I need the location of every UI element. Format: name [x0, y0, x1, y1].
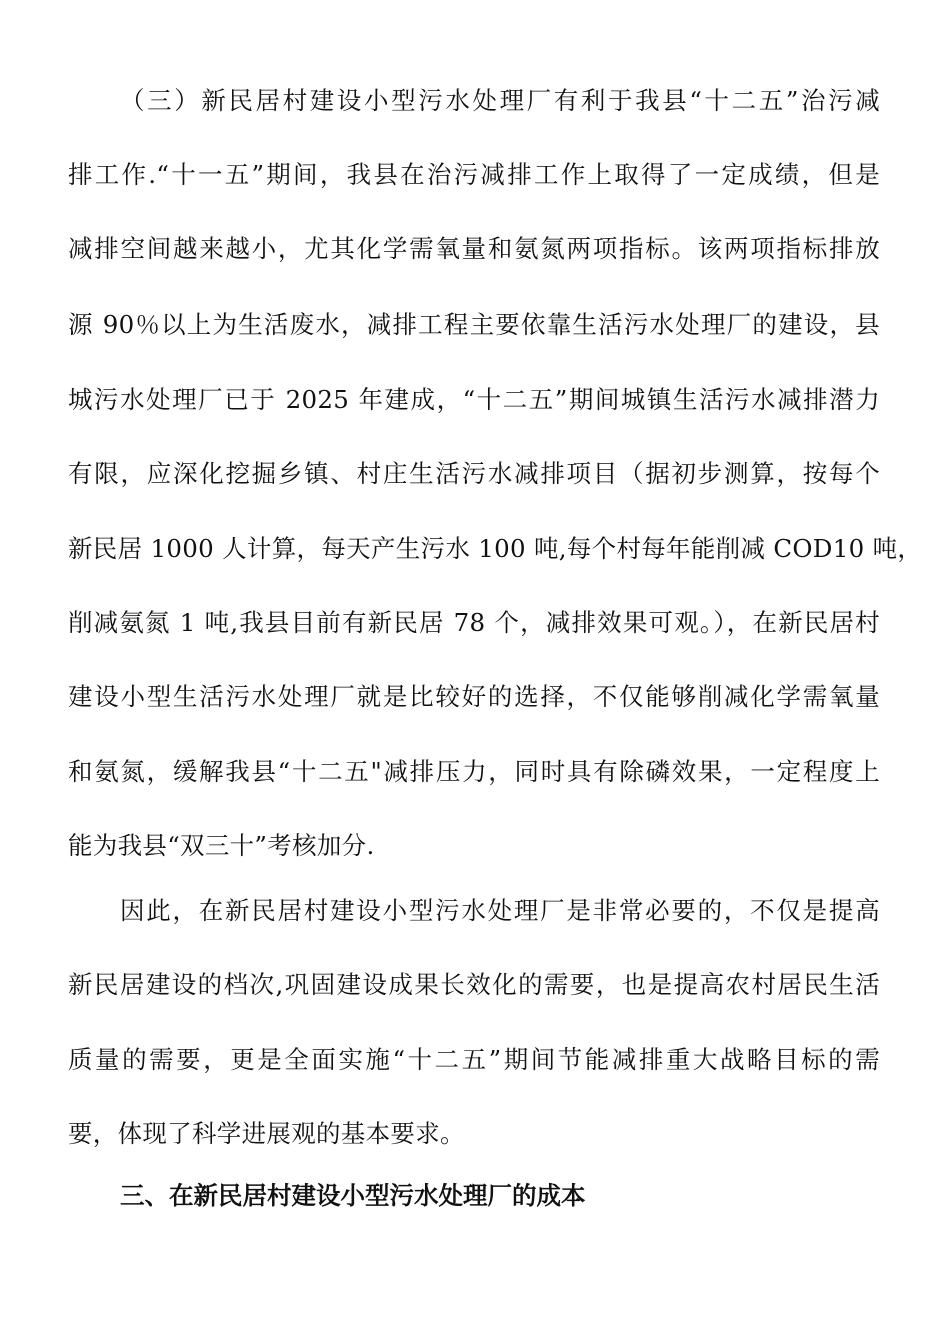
section-heading: 三、在新民居村建设小型污水处理厂的成本	[120, 1181, 586, 1210]
text-line: 新民居 1000 人计算，每天产生污水 100 吨,每个村每年能削减 COD10 吨，	[68, 534, 923, 563]
text-line: 减排空间越来越小，尤其化学需氧量和氨氮两项指标。该两项指标排放	[68, 234, 880, 263]
text-line: 排工作.“十一五”期间，我县在治污减排工作上取得了一定成绩，但是	[68, 160, 880, 189]
text-line: 有限，应深化挖掘乡镇、村庄生活污水减排项目（据初步测算，按每个	[68, 459, 880, 488]
text-line: 城污水处理厂已于 2025 年建成，“十二五”期间城镇生活污水减排潜力	[68, 385, 880, 414]
text-line: 建设小型生活污水处理厂就是比较好的选择，不仅能够削减化学需氧量	[68, 682, 880, 711]
text-line: 和氨氮，缓解我县“十二五"减排压力，同时具有除磷效果，一定程度上	[68, 757, 880, 786]
text-line: 源 90％以上为生活废水，减排工程主要依靠生活污水处理厂的建设，县	[68, 310, 880, 339]
text-line: （三）新民居村建设小型污水处理厂有利于我县“十二五”治污减	[120, 86, 880, 115]
text-line: 要，体现了科学进展观的基本要求。	[68, 1119, 465, 1148]
text-line: 因此，在新民居村建设小型污水处理厂是非常必要的，不仅是提高	[120, 896, 880, 925]
text-line: 质量的需要，更是全面实施“十二五”期间节能减排重大战略目标的需	[68, 1045, 880, 1074]
text-line: 新民居建设的档次,巩固建设成果长效化的需要，也是提高农村居民生活	[68, 970, 880, 999]
text-line: 削减氨氮 1 吨,我县目前有新民居 78 个，减排效果可观。），在新民居村	[68, 608, 880, 637]
text-line: 能为我县“双三十”考核加分.	[68, 831, 375, 860]
